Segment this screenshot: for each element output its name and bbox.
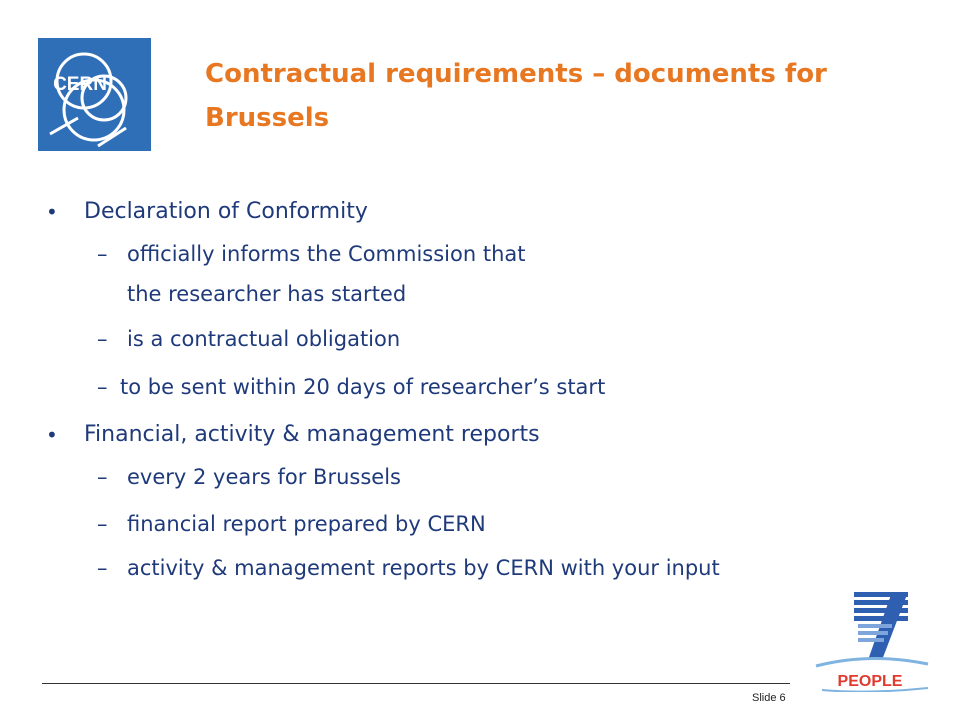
bullet-dot: • — [46, 200, 58, 224]
sub-item-every-2-years: every 2 years for Brussels — [127, 465, 401, 489]
sub-item-activity-management: activity & management reports by CERN with your input — [127, 556, 720, 580]
bullet-dot: • — [46, 423, 58, 447]
sub-dash: – — [97, 512, 108, 536]
slide-title-line2: Brussels — [205, 103, 330, 133]
sub-dash: – — [97, 327, 108, 351]
sub-item-informs-line2: the researcher has started — [127, 282, 407, 306]
bullet-declaration: Declaration of Conformity — [84, 199, 368, 224]
sub-item-obligation: is a contractual obligation — [127, 327, 401, 351]
sub-item-within-20-days: to be sent within 20 days of researcher’s start — [120, 375, 606, 399]
sub-dash: – — [97, 465, 108, 489]
sub-item-financial-report: financial report prepared by CERN — [127, 512, 486, 536]
cern-logo-text: CERN — [53, 74, 107, 95]
sub-dash: – — [97, 242, 108, 266]
fp7-people-label: PEOPLE — [837, 673, 903, 690]
bullet-reports: Financial, activity & management reports — [84, 422, 540, 447]
sub-item-informs-line1: officially informs the Commission that — [127, 242, 526, 266]
footer-divider — [42, 683, 790, 684]
sub-dash: – — [97, 375, 108, 399]
sub-dash: – — [97, 556, 108, 580]
fp7-logo-graphic — [808, 590, 932, 692]
slide-number: Slide 6 — [752, 692, 786, 704]
slide-title-line1: Contractual requirements – documents for — [205, 59, 827, 89]
fp7-people-logo — [808, 590, 932, 692]
